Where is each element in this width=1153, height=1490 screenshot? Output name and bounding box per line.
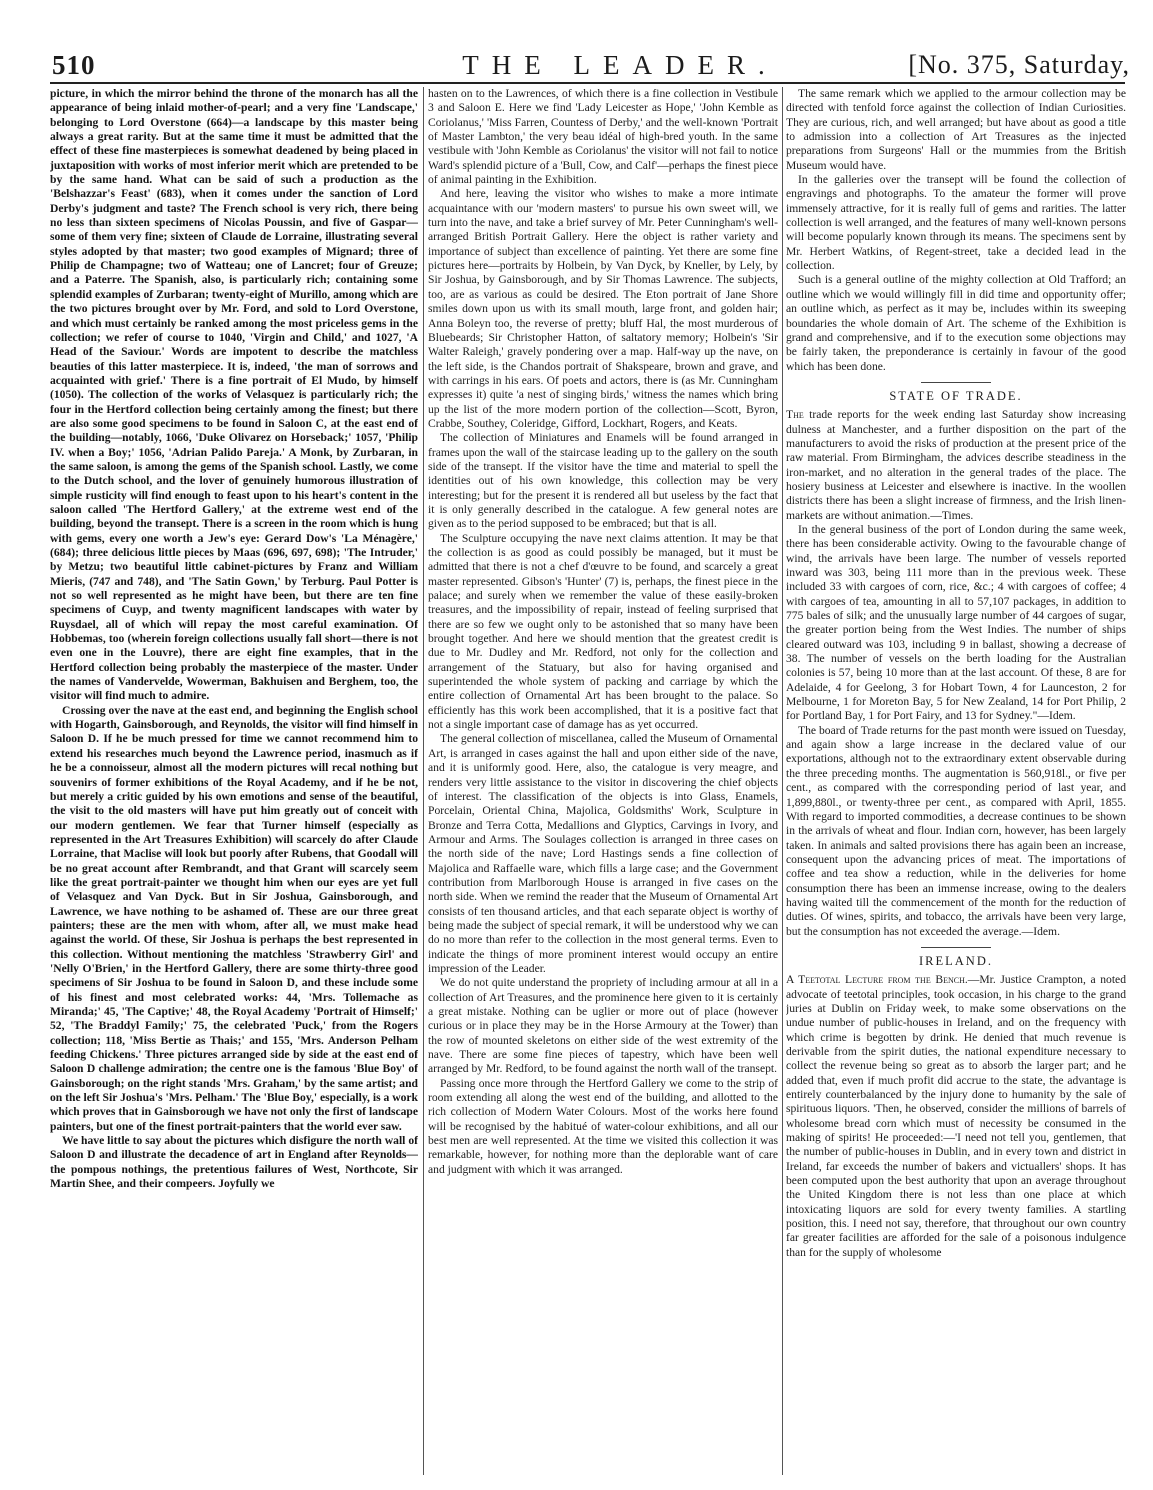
article-paragraph	[786, 973, 1126, 1260]
paragraph-body: trade reports for the week ending last Saturday show increasing dulness at Manchester, and a further disposition on the part of the manufacturers to avoid the risks of production at the present price of the raw material. From Birmingham, the advices describe steadiness in the iron-market, and no alteration in the general trades of the place. The hosiery business at Leicester and elsewhere is inactive. In the woollen districts there has been a slight increase of firmness, and the Irish linen-markets are without animation.—Times.	[786, 408, 1126, 522]
issue-info: [No. 375, Saturday,	[908, 50, 1130, 79]
article-paragraph	[786, 408, 1126, 523]
article-paragraph: The same remark which we applied to the armour collection may be directed with tenfold force against the collection of Indian Curiosities. They are curious, rich, and well arranged; but have about as good a title to admission into a collection of Art Treasures as the injected preparations from Surgeons' Hall or the mummies from the British Museum would have.	[786, 87, 1126, 172]
article-paragraph: We have little to say about the pictures which disfigure the north wall of Saloon D and illustrate the decadence of art in England after Reynolds—the pompous nothings, the pretentious failures of West, Northcote, Sir Martin Shee, and their compeers. Joyfully we	[50, 1134, 418, 1191]
article-paragraph: hasten on to the Lawrences, of which there is a fine collection in Vestibule 3 and Saloon E. Here we find 'Lady Leicester as Hope,' 'John Kemble as Coriolanus,' 'Miss Farren, Countess of Derby,' and the well-known 'Portrait of Master Lambton,' the very beau idéal of high-bred youth. In the same vestibule with 'John Kemble as Coriolanus' the visitor will not fail to notice Ward's splendid picture of a 'Bull, Cow, and Calf'—perhaps the finest piece of animal painting in the Exhibition.	[428, 87, 778, 187]
article-paragraph: We do not quite understand the propriety of including armour at all in a collection of Art Treasures, and the prominence here given to it is certainly a great mistake. Nothing can be uglier or more out of place (however curious or in place they may be in the Horse Armoury at the Tower) than the row of mounted skeletons on either side of the west extremity of the nave. There are some fine pieces of tapestry, which have been well arranged by Mr. Redford, to be found against the north wall of the transept.	[428, 976, 778, 1076]
column-divider-1	[423, 87, 424, 1475]
article-paragraph: Passing once more through the Hertford Gallery we come to the strip of room extending all along the west end of the building, and allotted to the rich collection of Modern Water Colours. Most of the works here found will be recognised by the habitué of water-colour exhibitions, and all our best men are well represented. At the time we visited this collection it was remarkable, however, for nothing more than the deplorable want of care and judgment with which it was arranged.	[428, 1076, 778, 1176]
lead-in-text: A Teetotal Lecture from the Bench.	[786, 973, 968, 987]
article-paragraph: In the general business of the port of London during the same week, there has been considerable activity. Owing to the favourable change of wind, the arrivals have been large. The number of vessels reported inward was 303, being 111 more than in the previous week. These included 33 with cargoes of corn, rice, &c.; 4 with cargoes of coffee; 4 with cargoes of tea, amounting in all to 57,107 packages, in addition to 775 bales of silk; and the unusually large number of 44 cargoes of sugar, the greater portion being from the West Indies. The number of ships cleared outward was 103, including 9 in ballast, showing a decrease of 38. The number of vessels on the berth loading for the Australian colonies is 57, being 10 more than at the last account. Of these, 8 are for Adelaide, 4 for Geelong, 3 for Hobart Town, 4 for Launceston, 2 for Melbourne, 1 for Moreton Bay, 5 for New Zealand, 14 for Port Philip, 2 for Portland Bay, 1 for Port Fairy, and 13 for Sydney."—Idem.	[786, 522, 1126, 723]
article-paragraph: The board of Trade returns for the past month were issued on Tuesday, and again show a large increase in the declared value of our exportations, although not to the extraordinary extent observable during the three preceding months. The augmentation is 560,918l., or five per cent., as compared with the corresponding period of last year, and 1,899,880l., or twenty-three per cent., as compared with April, 1855. With regard to imported commodities, a decrease continues to be shown in the arrivals of wheat and flour. Indian corn, however, has been largely taken. In animals and salted provisions there has again been an increase, consequent upon the advancing prices of meat. The importations of coffee and tea show a reduction, while in the deliveries for home consumption there has been an immense increase, owing to the dealers having waited till the commencement of the month for the reduction of duties. Of wines, spirits, and tobacco, the arrivals have been very large, but the consumption has not exceeded the average.—Idem.	[786, 723, 1126, 938]
newspaper-title: THE LEADER.	[462, 50, 778, 80]
page-number: 510	[52, 50, 96, 80]
article-paragraph: The Sculpture occupying the nave next claims attention. It may be that the collection is as good as could possibly be managed, but it must be admitted that there is not a chef d'œuvre to be found, and scarcely a great master represented. Gibson's 'Hunter' (7) is, perhaps, the finest piece in the palace; and surely when we remember the value of these easily-broken treasures, and the impossibility of repair, instead of feeling surprised that there are so few we ought only to be astonished that so many have been brought together. And here we should mention that the greatest credit is due to Mr. Dudley and Mr. Redford, not only for the collection and arrangement of the Statuary, but also for having organised and superintended the whole system of packing and carriage by which the entire collection of Ornamental Art has been brought to the palace. So efficiently has this work been accomplished, that it is a positive fact that not a single important case of damage has as yet occurred.	[428, 531, 778, 732]
article-paragraph: In the galleries over the transept will be found the collection of engravings and photographs. To the amateur the former will prove immensely attractive, for it is really full of gems and rarities. The latter collection is well arranged, and the features of many well-known persons will become popularly known through its means. The specimens sent by Mr. Herbert Watkins, of Regent-street, take a decided lead in the collection.	[786, 173, 1126, 273]
section-rule	[921, 382, 991, 383]
column-right	[786, 87, 1126, 1475]
article-paragraph: The collection of Miniatures and Enamels will be found arranged in frames upon the wall of the staircase leading up to the gallery on the south side of the transept. If the visitor have the time and material to spell the identities out of his own knowledge, this collection may be very interesting; but for the present it is rendered all but useless by the fact that it is only generally described in the catalogue. A few general notes are given as to the period supposed to be embraced; but that is all.	[428, 431, 778, 531]
article-paragraph: And here, leaving the visitor who wishes to make a more intimate acquaintance with our 'modern masters' to pursue his own sweet will, we turn into the nave, and take a brief survey of Mr. Peter Cunningham's well-arranged British Portrait Gallery. Here the object is rather variety and importance of subject than excellence of painting. Yet there are some fine pictures here—portraits by Holbein, by Van Dyck, by Kneller, by Lely, by Sir Joshua, by Gainsborough, and by Sir Thomas Lawrence. The subjects, too, are as various as could be desired. The Eton portrait of Jane Shore smiles down upon us with its small mouth, large front, and golden hair; Anna Boleyn too, the reverse of pretty; bluff Hal, the most murderous of Bluebeards; Sir Christopher Hatton, of saltatory memory; Holbein's 'Sir Walter Raleigh,' gravely pondering over a map. Half-way up the nave, on the left side, is the Chandos portrait of Shakspeare, brown and grave, and with carrings in his ears. Of poets and actors, there is (as Mr. Cunningham expresses it) quite 'a nest of singing birds,' witness the names which bring up the list of the more modern portion of the collection—Scott, Byron, Crabbe, Southey, Coleridge, Gifford, Lockhart, Rogers, and Keats.	[428, 187, 778, 430]
paragraph-body: —Mr. Justice Crampton, a noted advocate of teetotal principles, took occasion, in his charge to the grand juries at Dublin on Friday week, to make some observations on the undue number of public-houses in Ireland, and on the frequency with which crime is begotten by drink. He denied that much revenue is derivable from the spirit duties, the national expenditure necessary to collect the revenue being so great as to absorb the larger part; and he added that, even if much profit did accrue to the state, the advantage is entirely counterbalanced by the injury done to humanity by the sale of spirituous liquors. 'Then, he observed, consider the millions of barrels of wholesome bread corn which must of necessity be consumed in the making of spirits! He proceeded:—'I need not tell you, gentlemen, that the number of public-houses in Dublin, and in every town and district in Ireland, far exceeds the number of bakers and victuallers' shops. It has been computed upon the best authority that upon an average throughout the United Kingdom there is not less than one place at which intoxicating liquors are sold for every twenty families. A startling position, this. I need not say, therefore, that throughout our own country far greater facilities are afforded for the sale of a poisonous indulgence than for the supply of wholesome	[786, 973, 1126, 1259]
column-divider-2	[782, 87, 783, 1475]
column-left	[50, 87, 418, 1475]
article-paragraph: Such is a general outline of the mighty collection at Old Trafford; an outline which we would willingly fill in did time and opportunity offer; an outline which, as perfect as it may be, includes within its sweeping boundaries the whole domain of Art. The scheme of the Exhibition is grand and comprehensive, and if to the execution some objections may be fairly taken, the preponderance is certainly in favour of the good which has been done.	[786, 273, 1126, 373]
column-middle	[428, 87, 778, 1475]
article-paragraph: picture, in which the mirror behind the throne of the monarch has all the appearance of being inlaid mother-of-pearl; and a very fine 'Landscape,' belonging to Lord Overstone (664)—a landscape by this master being always a great rarity. But at the same time it must be admitted that the effect of these fine masterpieces is somewhat deadened by being placed in juxtaposition with works of most inferior merit which are pretended to be by the same hand. What can be said of such a production as the 'Belshazzar's Feast' (683), when it comes under the sanction of Lord Derby's judgment and taste? The French school is very rich, there being no less than sixteen specimens of Nicolas Poussin, and five of Gaspar—some of them very fine; sixteen of Claude de Lorraine, illustrating several styles adopted by that master; two good examples of Mignard; three of Philip de Champagne; two of Watteau; one of Lancret; four of Greuze; and a Paterre. The Spanish, also, is particularly rich; containing some splendid examples of Zurbaran; twenty-eight of Murillo, among which are the two pictures brought over by Mr. Ford, and sold to Lord Overstone, and which must certainly be ranked among the most priceless gems in the collection; we refer of course to 1040, 'Virgin and Child,' and 1027, 'A Head of the Saviour.' Words are impotent to describe the matchless beauties of this latter masterpiece. It is, indeed, 'the man of sorrows and acquainted with grief.' There is a fine portrait of El Mudo, by himself (1050). The collection of the works of Velasquez is particularly rich; the four in the Hertford collection being certainly among the finest; but there are also some good specimens to be found in Saloon C, at the east end of the building—notably, 1066, 'Duke Olivarez on Horseback;' 1057, 'Philip IV. when a Boy;' 1056, 'Adrian Palido Pareja.' A Monk, by Zurbaran, in the same saloon, is among the gems of the Spanish school. Lastly, we come to the Dutch school, and the lover of genuinely humorous illustration of simple rusticity will find enough to feast upon to his heart's content in the saloon called 'The Hertford Gallery,' at the extreme west end of the building, beyond the transept. There is a screen in the room which is hung with gems, every one worth a Jew's eye: Gerard Dow's 'La Ménagère,' (684); three delicious little pieces by Maas (696, 697, 698); 'The Intruder,' by Metzu; two beautiful little cabinet-pictures by Franz and William Mieris, (747 and 748), and 'The Satin Gown,' by Terburg. Paul Potter is not so well represented as he might have been, but there are ten fine specimens of Cuyp, and twenty magnificent landscapes with water by Ruysdael, all of which will repay the most careful examination. Of Hobbemas, too (wherein foreign collections usually fall short—there is not even one in the Louvre), there are eight fine examples, that in the Hertford collection being probably the masterpiece of the master. Under the names of Vandervelde, Wowerman, Bakhuisen and Berghem, too, the visitor will find much to admire.	[50, 87, 418, 703]
article-paragraph: Crossing over the nave at the east end, and beginning the English school with Hogarth, Gainsborough, and Reynolds, the visitor will find himself in Saloon D. If he be much pressed for time we cannot recommend him to extend his researches much beyond the Lawrence period, inasmuch as if he be a connoisseur, almost all the modern pictures will recal nothing but souvenirs of former exhibitions of the Royal Academy, and if he be not, but merely a critic guided by his own emotions and sense of the beautiful, the visit to the old masters will have put him greatly out of conceit with our modern gentlemen. We fear that Turner himself (especially as represented in the Art Treasures Exhibition) will scarcely do after Claude Lorraine, that Maclise will look but poorly after Rubens, that Goodall will be no great account after Rembrandt, and that Grant will scarcely seem like the great portrait-painter we thought him when our eyes are yet full of Velasquez and Van Dyck. But in Sir Joshua, Gainsborough, and Lawrence, we have nothing to be ashamed of. These are our three great painters; these are the men with whom, after all, we must make head against the world. Of these, Sir Joshua is perhaps the best represented in this collection. Without mentioning the matchless 'Strawberry Girl' and 'Nelly O'Brien,' in the Hertford Gallery, there are some thirty-three good specimens of Sir Joshua to be found in Saloon D, and these include some of his finest and most celebrated works: 44, 'Mrs. Tollemache as Miranda;' 45, 'The Captive;' 48, the Royal Academy 'Portrait of Himself;' 52, 'The Braddyl Family;' 75, the celebrated 'Puck,' from the Rogers collection; 118, 'Miss Bertie as Thais;' and 155, 'Mrs. Anderson Pelham feeding Chickens.' Three pictures arranged side by side at the east end of Saloon D challenge admiration; the centre one is the famous 'Blue Boy' of Gainsborough; on the right stands 'Mrs. Graham,' by the same artist; and on the left Sir Joshua's 'Mrs. Pelham.' The 'Blue Boy,' especially, is a work which proves that in Gainsborough we have not only the first of landscape painters, but one of the finest portrait-painters that the world ever saw.	[50, 703, 418, 1133]
section-heading-ireland: IRELAND.	[919, 953, 993, 968]
header-rule	[50, 82, 1125, 84]
section-rule	[921, 947, 991, 948]
section-heading-state-of-trade: STATE OF TRADE.	[889, 388, 1023, 403]
article-paragraph: The general collection of miscellanea, called the Museum of Ornamental Art, is arranged in cases against the hall and upon either side of the nave, and it is uniformly good. Here, also, the catalogue is very meagre, and renders very little assistance to the visitor in discovering the chief objects of interest. The classification of the objects is into Glass, Enamels, Porcelain, Oriental China, Majolica, Goldsmiths' Work, Sculpture in Bronze and Terra Cotta, Medallions and Glyptics, Carvings in Ivory, and Armour and Arms. The Soulages collection is arranged in three cases on the north side of the nave; Lord Hastings sends a fine collection of Majolica and Raffaelle ware, which fills a large case; and the Government contribution from Marlborough House is arranged in five cases on the north side. When we remind the reader that the Museum of Ornamental Art consists of ten thousand articles, and that each separate object is worthy of being made the subject of special remark, it will be understood why we can do no more than refer to the collection in the most general terms. Even to indicate the things of more prominent interest would occupy an entire impression of the Leader.	[428, 732, 778, 975]
masthead	[50, 46, 1130, 86]
lead-in-text: The	[786, 408, 804, 422]
